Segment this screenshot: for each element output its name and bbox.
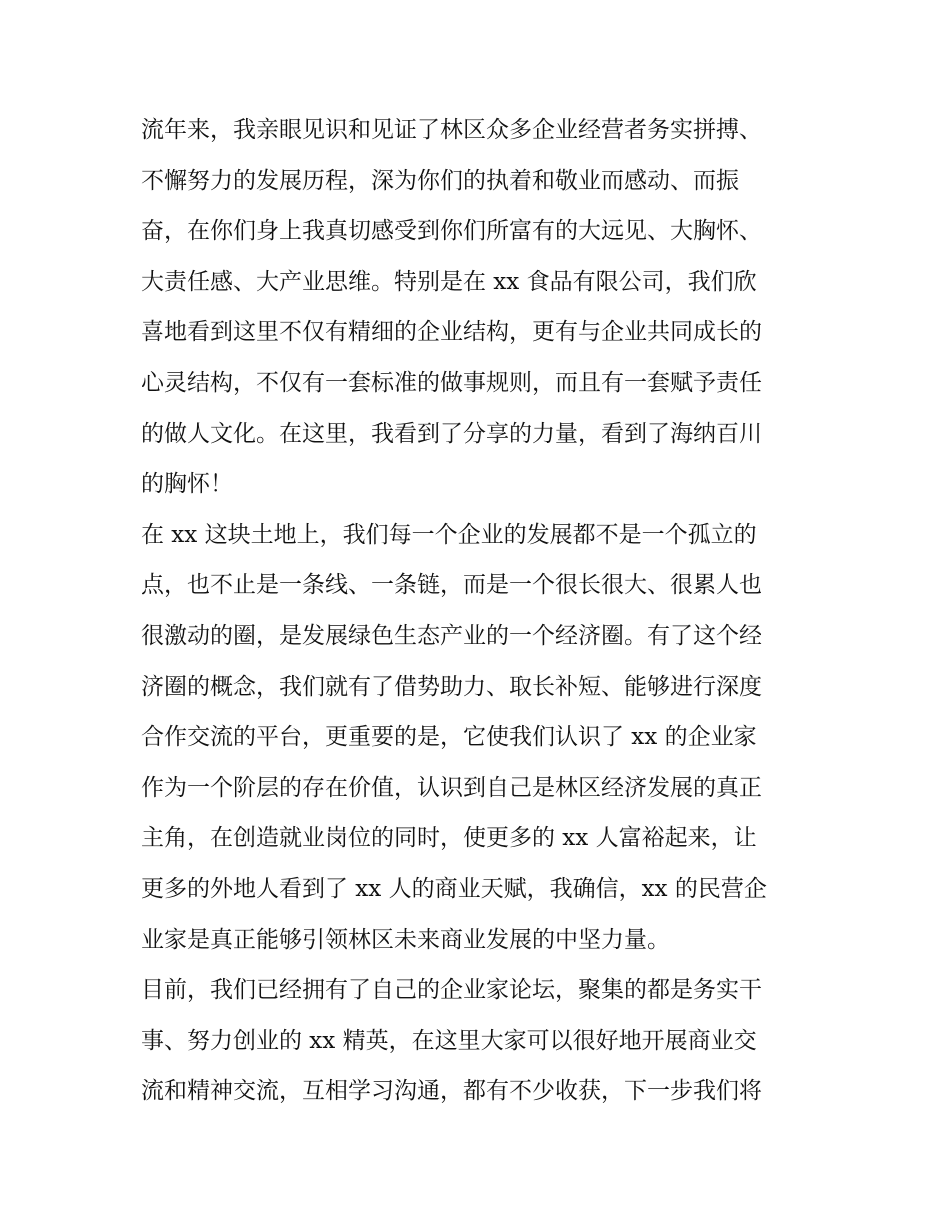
text-line: 流和精神交流，互相学习沟通，都有不少收获，下一步我们将	[141, 1078, 762, 1105]
text-line: 喜地看到这里不仅有精细的企业结构，更有与企业共同成长的	[141, 319, 762, 346]
text-line: 奋，在你们身上我真切感受到你们所富有的大远见、大胸怀、	[141, 218, 762, 245]
text-line: 更多的外地人看到了 xx 人的商业天赋，我确信，xx 的民营企	[141, 875, 767, 902]
text-line: 主角，在创造就业岗位的同时，使更多的 xx 人富裕起来，让	[141, 825, 757, 852]
text-line: 的做人文化。在这里，我看到了分享的力量，看到了海纳百川	[141, 420, 762, 447]
text-line: 不懈努力的发展历程，深为你们的执着和敬业而感动、而振	[141, 167, 739, 194]
text-line: 的胸怀！	[141, 471, 233, 498]
text-line: 合作交流的平台，更重要的是，它使我们认识了 xx 的企业家	[141, 724, 757, 751]
text-line: 作为一个阶层的存在价值，认识到自己是林区经济发展的真正	[141, 774, 762, 801]
text-line: 大责任感、大产业思维。特别是在 xx 食品有限公司，我们欣	[141, 268, 757, 295]
text-line: 事、努力创业的 xx 精英，在这里大家可以很好地开展商业交	[141, 1027, 757, 1054]
text-line: 业家是真正能够引领林区未来商业发展的中坚力量。	[141, 926, 670, 953]
text-line: 目前，我们已经拥有了自己的企业家论坛，聚集的都是务实干	[141, 977, 762, 1004]
text-line: 点，也不止是一条线、一条链，而是一个很长很大、很累人也	[141, 572, 762, 599]
text-line: 很激动的圈，是发展绿色生态产业的一个经济圈。有了这个经	[141, 622, 762, 649]
body-text	[141, 105, 813, 1117]
text-line: 在 xx 这块土地上，我们每一个企业的发展都不是一个孤立的	[141, 521, 757, 548]
text-line: 济圈的概念，我们就有了借势助力、取长补短、能够进行深度	[141, 673, 762, 700]
text-line: 心灵结构，不仅有一套标准的做事规则，而且有一套赋予责任	[141, 369, 762, 396]
text-line: 流年来，我亲眼见识和见证了林区众多企业经营者务实拼搏、	[141, 117, 762, 143]
